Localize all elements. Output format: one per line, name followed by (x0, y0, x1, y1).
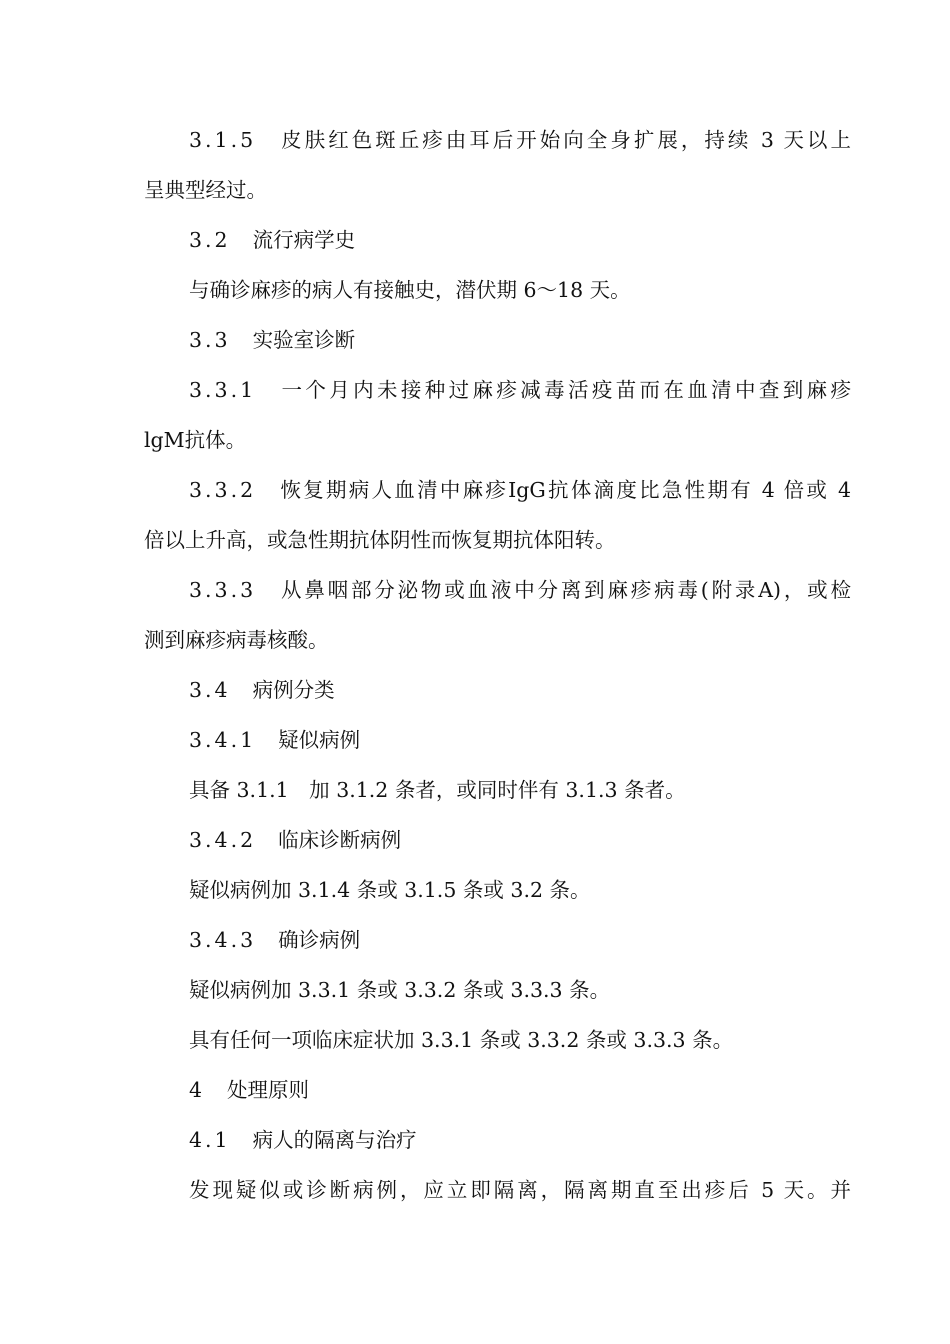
paragraph-text: 呈典型经过。 (144, 178, 267, 202)
paragraph-text: 测到麻疹病毒核酸。 (144, 628, 329, 652)
heading-number: 3.4.2 (189, 828, 257, 852)
paragraph-text: 倍以上升高，或急性期抗体阴性而恢复期抗体阳转。 (144, 528, 616, 552)
clause-text: 一个月内未接种过麻疹减毒活疫苗而在血清中查到麻疹 (278, 378, 851, 402)
clause-text: 皮肤红色斑丘疹由耳后开始向全身扩展，持续 3 天以上 (278, 128, 851, 152)
heading-number: 4 (189, 1078, 206, 1102)
paragraph-text: 发现疑似或诊断病例，应立即隔离，隔离期直至出疹后 5 天。并 (189, 1178, 851, 1202)
clause-3-1-5 (189, 127, 851, 153)
paragraph-line (189, 877, 591, 903)
heading-number: 3.3 (189, 328, 231, 352)
paragraph-text: 与确诊麻疹的病人有接触史，潜伏期 6～18 天。 (189, 278, 631, 302)
clause-number: 3.3.2 (189, 478, 257, 502)
heading-3-4-1 (189, 727, 360, 753)
heading-text: 临床诊断病例 (278, 828, 402, 852)
heading-number: 3.2 (189, 228, 231, 252)
paragraph-text: 疑似病例加 3.1.4 条或 3.1.5 条或 3.2 条。 (189, 878, 591, 902)
clause-3-3-2 (189, 477, 851, 503)
paragraph-line (189, 1027, 733, 1053)
heading-number: 3.4.3 (189, 928, 257, 952)
clause-number: 3.3.3 (189, 578, 257, 602)
clause-text: 从鼻咽部分泌物或血液中分离到麻疹病毒(附录A)，或检 (278, 578, 851, 602)
heading-number: 4.1 (189, 1128, 231, 1152)
paragraph-line (144, 627, 329, 653)
heading-3-4-3 (189, 927, 360, 953)
heading-text: 确诊病例 (278, 928, 361, 952)
clause-3-3-1 (189, 377, 851, 403)
paragraph-line (189, 1177, 851, 1203)
paragraph-line (189, 277, 631, 303)
paragraph-text: 具备 3.1.1 加 3.1.2 条者，或同时伴有 3.1.3 条者。 (189, 778, 686, 802)
heading-3-4 (189, 677, 335, 703)
paragraph-text: 疑似病例加 3.3.1 条或 3.3.2 条或 3.3.3 条。 (189, 978, 611, 1002)
heading-text: 流行病学史 (252, 228, 356, 252)
clause-text: 恢复期病人血清中麻疹IgG抗体滴度比急性期有 4 倍或 4 (278, 478, 851, 502)
paragraph-text: lgM抗体。 (144, 428, 247, 452)
heading-text: 实验室诊断 (252, 328, 356, 352)
clause-3-3-3 (189, 577, 851, 603)
heading-4-1 (189, 1127, 417, 1153)
paragraph-line (144, 427, 246, 453)
paragraph-line (189, 777, 686, 803)
paragraph-text: 具有任何一项临床症状加 3.3.1 条或 3.3.2 条或 3.3.3 条。 (189, 1028, 734, 1052)
clause-number: 3.3.1 (189, 378, 257, 402)
clause-number: 3.1.5 (189, 128, 257, 152)
heading-3-4-2 (189, 827, 401, 853)
heading-3-2 (189, 227, 355, 253)
heading-text: 病人的隔离与治疗 (252, 1128, 417, 1152)
heading-4 (189, 1077, 309, 1103)
paragraph-line (189, 977, 610, 1003)
heading-text: 处理原则 (227, 1078, 310, 1102)
paragraph-line (144, 527, 616, 553)
heading-number: 3.4.1 (189, 728, 257, 752)
heading-3-3 (189, 327, 355, 353)
heading-text: 疑似病例 (278, 728, 361, 752)
heading-text: 病例分类 (252, 678, 335, 702)
paragraph-line (144, 177, 267, 203)
heading-number: 3.4 (189, 678, 231, 702)
